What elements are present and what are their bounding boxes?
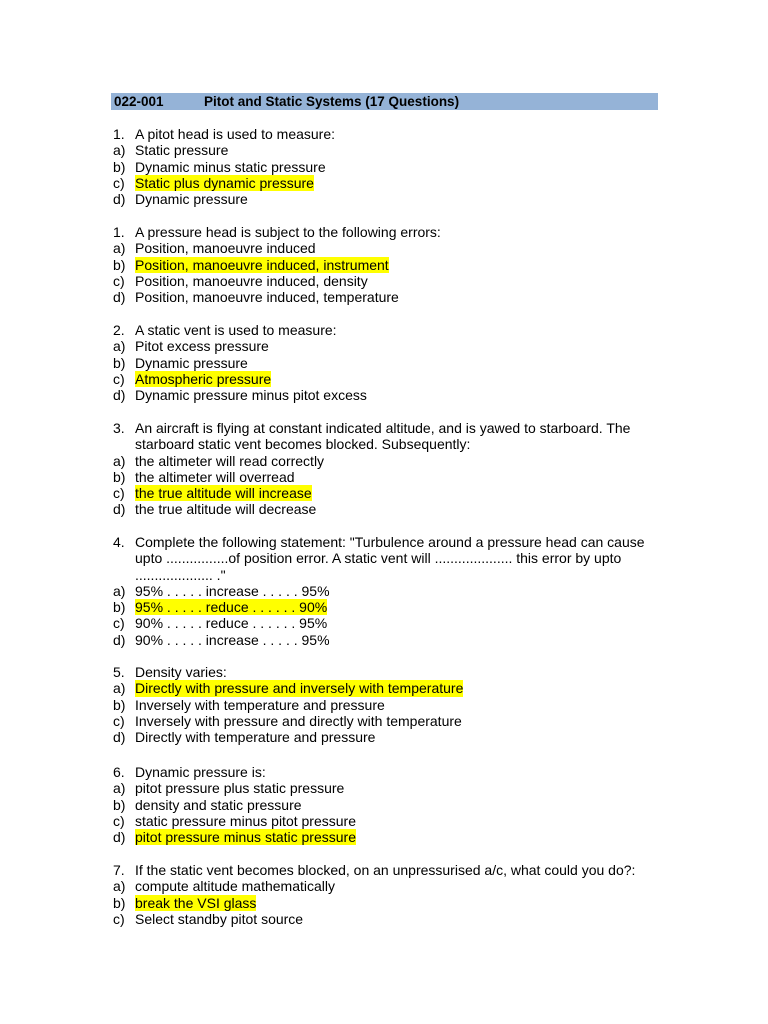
option-letter: a) bbox=[113, 780, 126, 797]
question-row bbox=[113, 534, 653, 583]
question-row bbox=[113, 664, 653, 680]
option-letter: b) bbox=[113, 894, 126, 911]
question-block bbox=[113, 126, 653, 207]
option-text: Directly with temperature and pressure bbox=[135, 729, 376, 746]
option-letter: c) bbox=[113, 812, 125, 829]
answer-option bbox=[113, 453, 653, 469]
answer-option bbox=[113, 813, 653, 829]
question-row bbox=[113, 224, 653, 240]
answer-option bbox=[113, 780, 653, 796]
option-letter: b) bbox=[113, 158, 126, 175]
question-block bbox=[113, 664, 653, 745]
answer-option bbox=[113, 697, 653, 713]
question-text: An aircraft is flying at constant indicated altitude, and is yawed to starboard. The starboard static vent becomes blocked. Subsequently: bbox=[135, 420, 631, 453]
answer-option bbox=[113, 355, 653, 371]
option-letter: b) bbox=[113, 354, 126, 371]
correct-answer-highlight: Atmospheric pressure bbox=[135, 370, 272, 387]
answer-option bbox=[113, 240, 653, 256]
option-text: Select standby pitot source bbox=[135, 910, 304, 927]
option-text: Inversely with pressure and directly with temperature bbox=[135, 712, 462, 729]
question-number: 1. bbox=[113, 126, 125, 142]
correct-answer-highlight: Static plus dynamic pressure bbox=[135, 174, 314, 191]
option-letter: b) bbox=[113, 796, 126, 813]
correct-answer-highlight: break the VSI glass bbox=[135, 894, 257, 911]
option-text: pitot pressure plus static pressure bbox=[135, 780, 345, 797]
question-number: 4. bbox=[113, 534, 125, 550]
option-text: the altimeter will overread bbox=[135, 468, 295, 485]
correct-answer-highlight: the true altitude will increase bbox=[135, 485, 312, 502]
question-row bbox=[113, 862, 653, 878]
question-block bbox=[113, 420, 653, 518]
option-text: Static pressure bbox=[135, 142, 229, 159]
option-letter: a) bbox=[113, 582, 126, 599]
question-text: A static vent is used to measure: bbox=[135, 322, 337, 338]
question-number: 7. bbox=[113, 862, 125, 878]
option-letter: c) bbox=[113, 370, 125, 387]
answer-option bbox=[113, 911, 653, 927]
question-text: Density varies: bbox=[135, 664, 227, 680]
option-text: Pitot excess pressure bbox=[135, 338, 269, 355]
option-letter: a) bbox=[113, 452, 126, 469]
question-text: A pitot head is used to measure: bbox=[135, 126, 336, 142]
option-text: compute altitude mathematically bbox=[135, 878, 335, 895]
question-block bbox=[113, 764, 653, 845]
option-letter: d) bbox=[113, 289, 126, 306]
option-text: Dynamic minus static pressure bbox=[135, 158, 326, 175]
answer-option bbox=[113, 713, 653, 729]
option-text: 95% . . . . . increase . . . . . 95% bbox=[135, 582, 330, 599]
answer-option bbox=[113, 257, 653, 273]
answer-option bbox=[113, 387, 653, 403]
answer-option bbox=[113, 878, 653, 894]
section-header bbox=[111, 93, 658, 110]
option-text: Position, manoeuvre induced, temperature bbox=[135, 289, 399, 306]
section-code: 022-001 bbox=[114, 94, 164, 109]
question-row bbox=[113, 322, 653, 338]
question-text: Dynamic pressure is: bbox=[135, 764, 266, 780]
option-text: 90% . . . . . reduce . . . . . . 95% bbox=[135, 615, 328, 632]
option-letter: c) bbox=[113, 272, 125, 289]
option-letter: c) bbox=[113, 615, 125, 632]
option-letter: c) bbox=[113, 712, 125, 729]
answer-option bbox=[113, 273, 653, 289]
answer-option bbox=[113, 469, 653, 485]
question-row bbox=[113, 420, 653, 453]
correct-answer-highlight: pitot pressure minus static pressure bbox=[135, 829, 356, 846]
answer-option bbox=[113, 142, 653, 158]
answer-option bbox=[113, 485, 653, 501]
answer-option bbox=[113, 797, 653, 813]
option-letter: c) bbox=[113, 174, 125, 191]
answer-option bbox=[113, 632, 653, 648]
option-letter: d) bbox=[113, 631, 126, 648]
answer-option bbox=[113, 599, 653, 615]
correct-answer-highlight: Position, manoeuvre induced, instrument bbox=[135, 256, 389, 273]
answer-option bbox=[113, 895, 653, 911]
question-block bbox=[113, 322, 653, 403]
option-letter: c) bbox=[113, 485, 125, 502]
question-text: If the static vent becomes blocked, on an unpressurised a/c, what could you do?: bbox=[135, 862, 636, 878]
answer-option bbox=[113, 615, 653, 631]
answer-option bbox=[113, 501, 653, 517]
option-text: Dynamic pressure minus pitot excess bbox=[135, 387, 367, 404]
correct-answer-highlight: Directly with pressure and inversely with temperature bbox=[135, 680, 464, 697]
option-letter: a) bbox=[113, 240, 126, 257]
answer-option bbox=[113, 829, 653, 845]
option-text: 90% . . . . . increase . . . . . 95% bbox=[135, 631, 330, 648]
option-letter: d) bbox=[113, 191, 126, 208]
answer-option bbox=[113, 729, 653, 745]
question-number: 1. bbox=[113, 224, 125, 240]
answer-option bbox=[113, 191, 653, 207]
option-letter: d) bbox=[113, 829, 126, 846]
section-title: Pitot and Static Systems (17 Questions) bbox=[204, 94, 460, 109]
question-text: A pressure head is subject to the following errors: bbox=[135, 224, 441, 240]
option-letter: d) bbox=[113, 501, 126, 518]
answer-option bbox=[113, 371, 653, 387]
option-letter: d) bbox=[113, 387, 126, 404]
question-text: Complete the following statement: "Turbulence around a pressure head can cause upto ................of position error. A static vent will .................... this error by upto .................... ." bbox=[135, 534, 645, 583]
option-letter: a) bbox=[113, 338, 126, 355]
question-block bbox=[113, 862, 653, 927]
option-letter: b) bbox=[113, 256, 126, 273]
option-text: Position, manoeuvre induced, density bbox=[135, 272, 368, 289]
option-letter: c) bbox=[113, 910, 125, 927]
option-text: Dynamic pressure bbox=[135, 354, 248, 371]
answer-option bbox=[113, 338, 653, 354]
option-letter: a) bbox=[113, 142, 126, 159]
question-row bbox=[113, 126, 653, 142]
answer-option bbox=[113, 680, 653, 696]
option-letter: a) bbox=[113, 680, 126, 697]
question-number: 2. bbox=[113, 322, 125, 338]
option-letter: b) bbox=[113, 696, 126, 713]
question-number: 6. bbox=[113, 764, 125, 780]
option-text: Inversely with temperature and pressure bbox=[135, 696, 385, 713]
option-text: the altimeter will read correctly bbox=[135, 452, 325, 469]
question-row bbox=[113, 764, 653, 780]
question-number: 3. bbox=[113, 420, 125, 436]
option-letter: b) bbox=[113, 468, 126, 485]
option-letter: b) bbox=[113, 599, 126, 616]
option-text: density and static pressure bbox=[135, 796, 302, 813]
option-text: Position, manoeuvre induced bbox=[135, 240, 316, 257]
option-text: static pressure minus pitot pressure bbox=[135, 812, 356, 829]
correct-answer-highlight: 95% . . . . . reduce . . . . . . 90% bbox=[135, 599, 328, 616]
option-text: Dynamic pressure bbox=[135, 191, 248, 208]
option-letter: d) bbox=[113, 729, 126, 746]
option-text: the true altitude will decrease bbox=[135, 501, 317, 518]
question-block bbox=[113, 224, 653, 305]
answer-option bbox=[113, 159, 653, 175]
question-block bbox=[113, 534, 653, 648]
answer-option bbox=[113, 289, 653, 305]
answer-option bbox=[113, 583, 653, 599]
answer-option bbox=[113, 175, 653, 191]
option-letter: a) bbox=[113, 878, 126, 895]
question-number: 5. bbox=[113, 664, 125, 680]
